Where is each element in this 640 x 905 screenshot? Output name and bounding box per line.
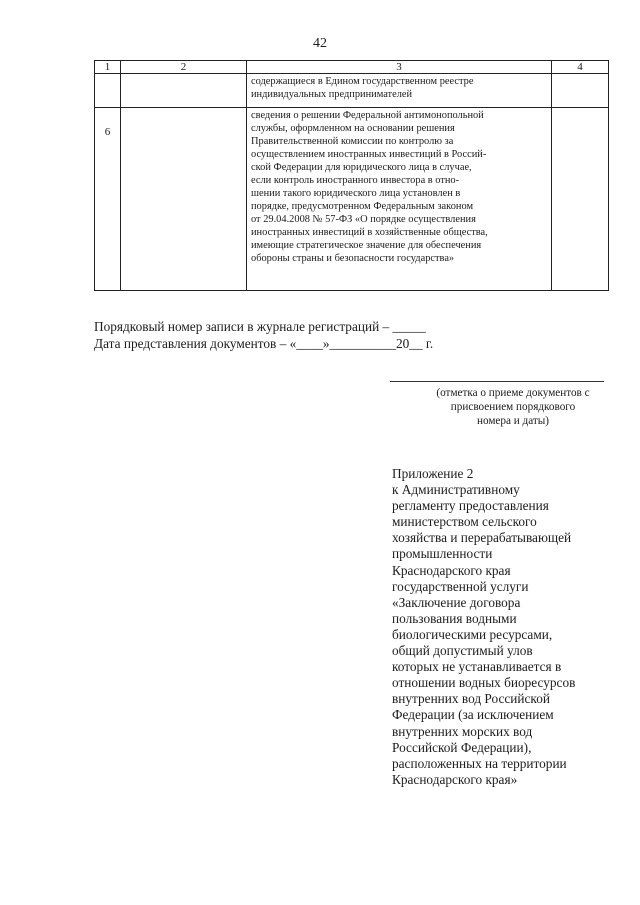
row-number xyxy=(95,74,121,108)
appendix-line: расположенных на территории xyxy=(392,755,567,771)
row-text-line: ской Федерации для юридического лица в случае, xyxy=(251,162,472,173)
appendix-line: пользования водными xyxy=(392,610,517,626)
appendix-line: «Заключение договора xyxy=(392,594,521,610)
row-text-line: обороны страны и безопасности государства» xyxy=(251,253,455,264)
row-number: 6 xyxy=(95,108,121,291)
appendix-line: промышленности xyxy=(392,546,493,562)
row-text-line: Правительственной комиссии по контролю за xyxy=(251,136,454,147)
row-text-line: имеющие стратегическое значение для обеспечения xyxy=(251,240,482,251)
appendix-line: Российской Федерации), xyxy=(392,739,532,755)
page-number: 42 xyxy=(313,36,327,51)
appendix-line: Федерации (за исключением xyxy=(392,707,554,723)
acceptance-note xyxy=(410,386,616,428)
appendix-line: общий допустимый улов xyxy=(392,643,533,659)
document-table xyxy=(94,60,609,291)
table-row xyxy=(95,74,609,108)
signature-line xyxy=(390,381,604,382)
row-text-line: индивидуальных предпринимателей xyxy=(251,89,413,100)
column-header-3: 3 xyxy=(247,61,552,74)
row-text-cell xyxy=(247,74,552,108)
appendix-line: отношении водных биоресурсов xyxy=(392,675,576,691)
column-header-4: 4 xyxy=(552,61,609,74)
row-col4-cell xyxy=(552,74,609,108)
appendix-line: к Административному xyxy=(392,482,520,498)
note-line: номера и даты) xyxy=(476,415,550,427)
appendix-line: регламенту предоставления xyxy=(392,498,549,514)
appendix-line: внутренних морских вод xyxy=(392,723,533,739)
note-line: (отметка о приеме документов с xyxy=(436,387,590,399)
row-text-line: от 29.04.2008 № 57-ФЗ «О порядке осуществления xyxy=(251,214,476,225)
row-text-line: иностранных инвестиций в хозяйственные общества, xyxy=(251,227,488,238)
table-row xyxy=(95,108,609,291)
appendix-line: хозяйства и перерабатывающей xyxy=(392,530,572,546)
appendix-line: биологическими ресурсами, xyxy=(392,626,553,642)
row-col2-cell xyxy=(121,74,247,108)
column-header-1: 1 xyxy=(95,61,121,74)
appendix-line: Краснодарского края» xyxy=(392,771,518,787)
row-text-line: осуществлением иностранных инвестиций в Россий- xyxy=(251,149,487,160)
submission-date-line: Дата представления документов – «____»__________20__ г. xyxy=(94,336,434,351)
row-text-line: сведения о решении Федеральной антимонопольной xyxy=(251,110,484,121)
appendix-line: Приложение 2 xyxy=(392,466,474,481)
appendix-line: внутренних вод Российской xyxy=(392,691,550,707)
column-header-2: 2 xyxy=(121,61,247,74)
appendix-block xyxy=(392,466,622,788)
row-text-line: шении такого юридического лица установлен в xyxy=(251,188,461,199)
table-header-row xyxy=(95,61,609,74)
appendix-line: министерством сельского xyxy=(392,514,537,530)
appendix-line: Краснодарского края xyxy=(392,562,511,578)
row-text-line: содержащиеся в Едином государственном реестре xyxy=(251,76,474,87)
row-text-line: порядке, предусмотренном Федеральным законом xyxy=(251,201,474,212)
note-line: присвоением порядкового xyxy=(450,401,576,413)
appendix-line: государственной услуги xyxy=(392,578,529,594)
row-text-cell xyxy=(247,108,552,291)
row-text-line: если контроль иностранного инвестора в отно- xyxy=(251,175,460,186)
row-col2-cell xyxy=(121,108,247,291)
appendix-line: которых не устанавливается в xyxy=(392,659,562,675)
row-col4-cell xyxy=(552,108,609,291)
registration-number-line: Порядковый номер записи в журнале регистраций – _____ xyxy=(94,319,426,334)
row-text-line: службы, оформленном на основании решения xyxy=(251,123,455,134)
